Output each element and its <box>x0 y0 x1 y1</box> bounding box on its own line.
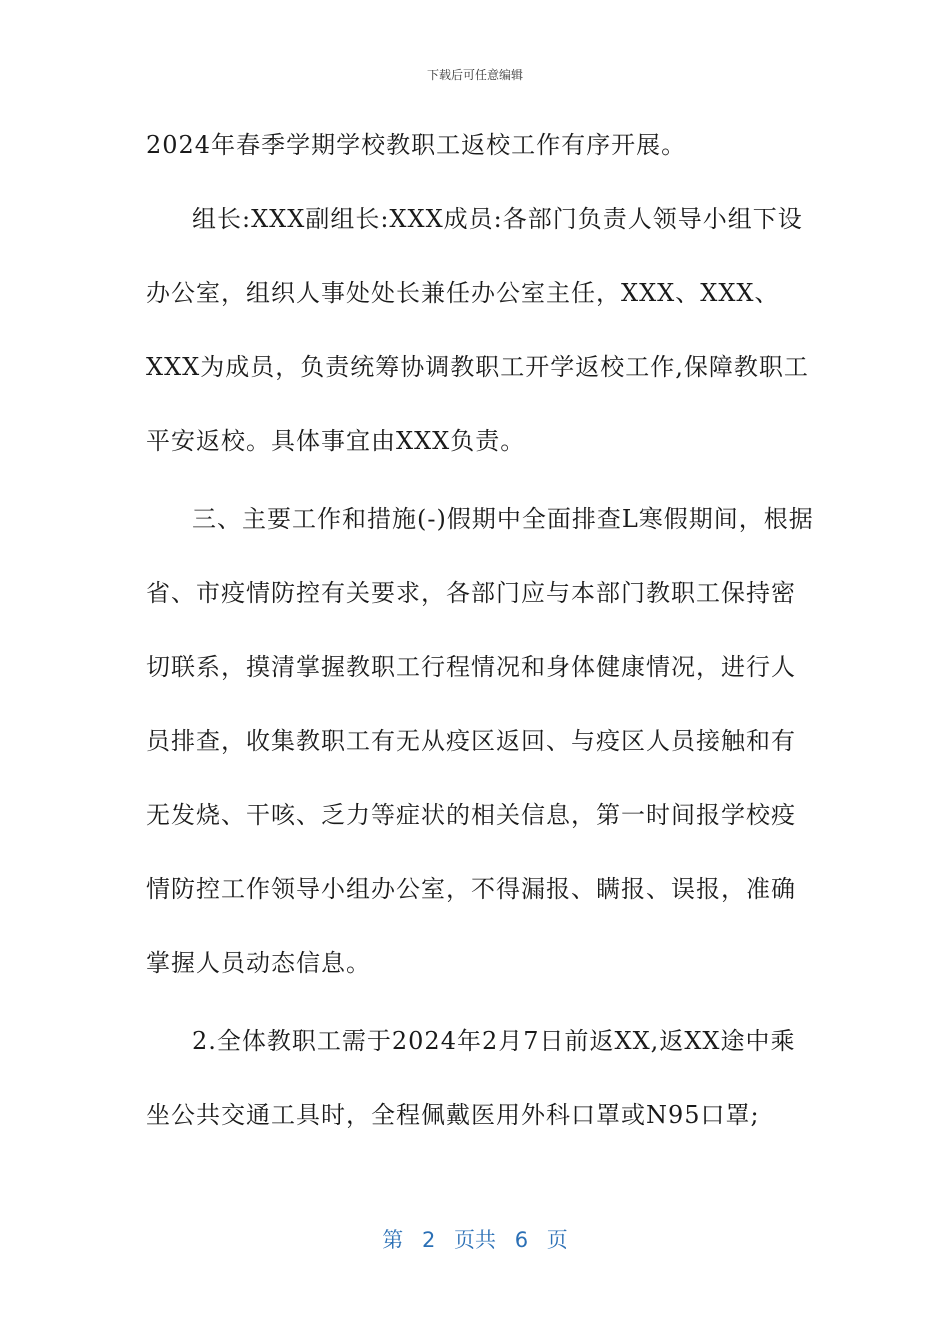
footer-label-end: 页 <box>546 1228 568 1252</box>
paragraph-2: 组长:XXX副组长:XXX成员:各部门负责人领导小组下设办公室，组织人事处处长兼任办公室主任，XXX、XXX、XXX为成员，负责统筹协调教职工开学返校工作,保障教职工平安返校。具体事宜由XXX负责。 <box>146 205 809 455</box>
footer-label-page: 第 <box>382 1228 404 1252</box>
paragraph-1: 2024年春季学期学校教职工返校工作有序开展。 <box>146 131 687 159</box>
footer-current-page: 2 <box>421 1228 436 1252</box>
paragraph-4: 2.全体教职工需于2024年2月7日前返XX,返XX途中乘坐公共交通工具时，全程佩戴医用外科口罩或N95口罩; <box>146 1027 796 1129</box>
paragraph-3: 三、主要工作和措施(-)假期中全面排查L寒假期间，根据省、市疫情防控有关要求，各部门应与本部门教职工保持密切联系，摸清掌握教职工行程情况和身体健康情况，进行人员排查，收集教职工有无从疫区返回、与疫区人员接触和有无发烧、干咳、乏力等症状的相关信息，第一时间报学校疫情防控工作领导小组办公室，不得漏报、瞒报、误报，准确掌握人员动态信息。 <box>146 505 814 977</box>
footer-total-pages: 6 <box>514 1228 529 1252</box>
footer-label-of: 页共 <box>454 1228 496 1252</box>
download-note: 下载后可任意编辑 <box>426 68 523 82</box>
page-footer <box>0 1224 950 1254</box>
